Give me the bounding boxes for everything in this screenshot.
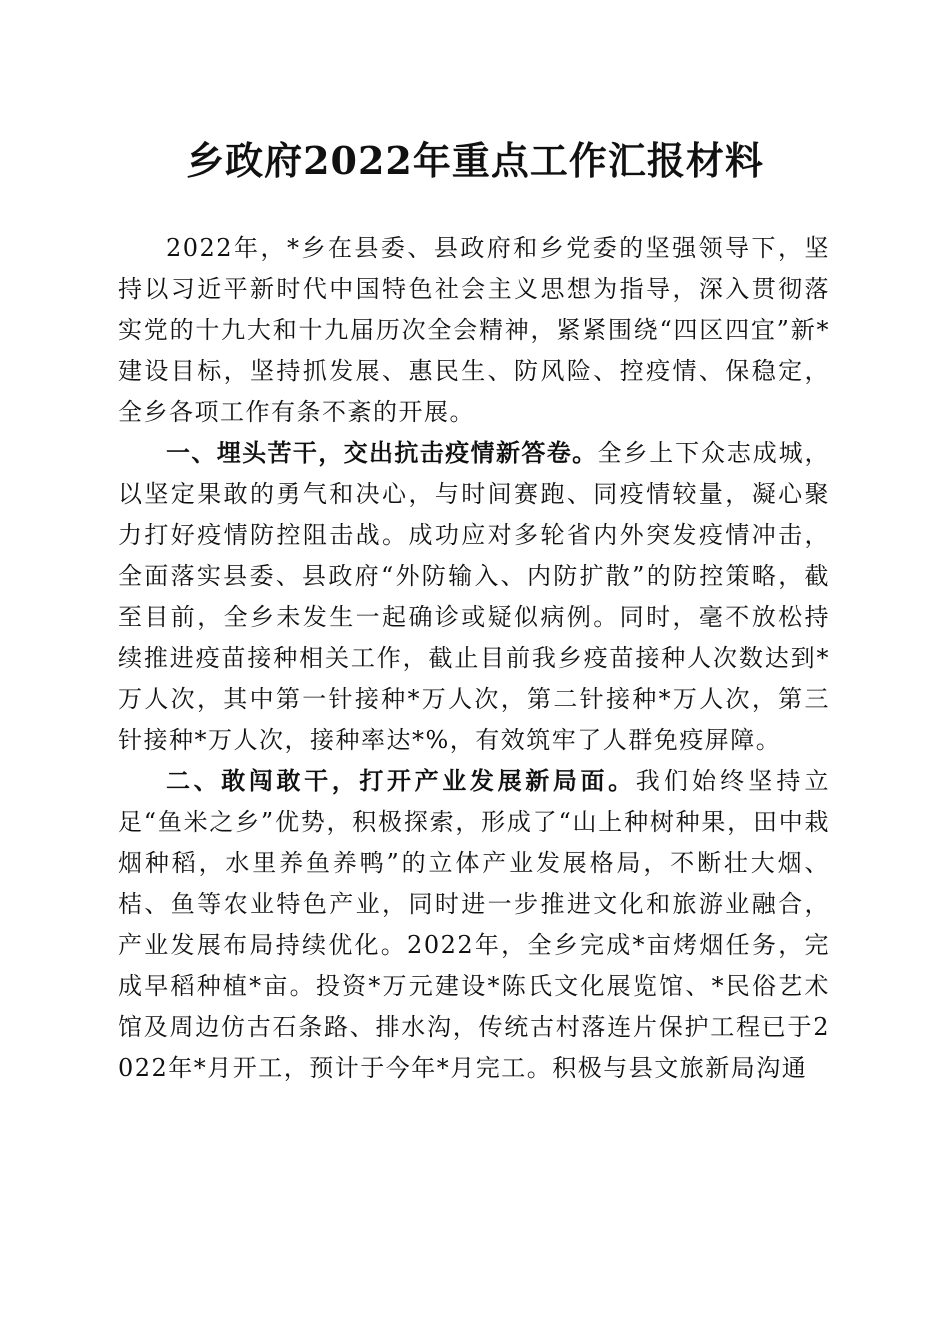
paragraph-industry bbox=[118, 761, 830, 1089]
section-heading-epidemic: 一、埋头苦干，交出抗击疫情新答卷。 bbox=[166, 439, 598, 467]
paragraph-text: 全乡上下众志成城，以坚定果敢的勇气和决心，与时间赛跑、同疫情较量，凝心聚力打好疫情防控阻击战。成功应对多轮省内外突发疫情冲击，全面落实县委、县政府“外防输入、内防扩散”的防控策略，截至目前，全乡未发生一起确诊或疑似病例。同时，毫不放松持续推进疫苗接种相关工作，截止目前我乡疫苗接种人次数达到*万人次，其中第一针接种*万人次，第二针接种*万人次，第三针接种*万人次，接种率达*%，有效筑牢了人群免疫屏障。 bbox=[118, 439, 831, 754]
paragraph-text: 2022年，*乡在县委、县政府和乡党委的坚强领导下，坚持以习近平新时代中国特色社会主义思想为指导，深入贯彻落实党的十九大和十九届历次全会精神，紧紧围绕“四区四宜”新*建设目标，坚持抓发展、惠民生、防风险、控疫情、保稳定，全乡各项工作有条不紊的开展。 bbox=[118, 234, 830, 426]
paragraph-intro bbox=[118, 228, 830, 433]
section-heading-industry: 二、敢闯敢干，打开产业发展新局面。 bbox=[166, 767, 636, 795]
paragraph-text: 我们始终坚持立足“鱼米之乡”优势，积极探索，形成了“山上种树种果，田中栽烟种稻，水里养鱼养鸭”的立体产业发展格局，不断壮大烟、桔、鱼等农业特色产业，同时进一步推进文化和旅游业融合，产业发展布局持续优化。2022年，全乡完成*亩烤烟任务，完成早稻种植*亩。投资*万元建设*陈氏文化展览馆、*民俗艺术馆及周边仿古石条路、排水沟，传统古村落连片保护工程已于2022年*月开工，预计于今年*月完工。积极与县文旅新局沟通 bbox=[118, 767, 831, 1082]
document-body bbox=[118, 228, 830, 1089]
paragraph-epidemic bbox=[118, 433, 830, 761]
document-title: 乡政府2022年重点工作汇报材料 bbox=[186, 138, 764, 183]
